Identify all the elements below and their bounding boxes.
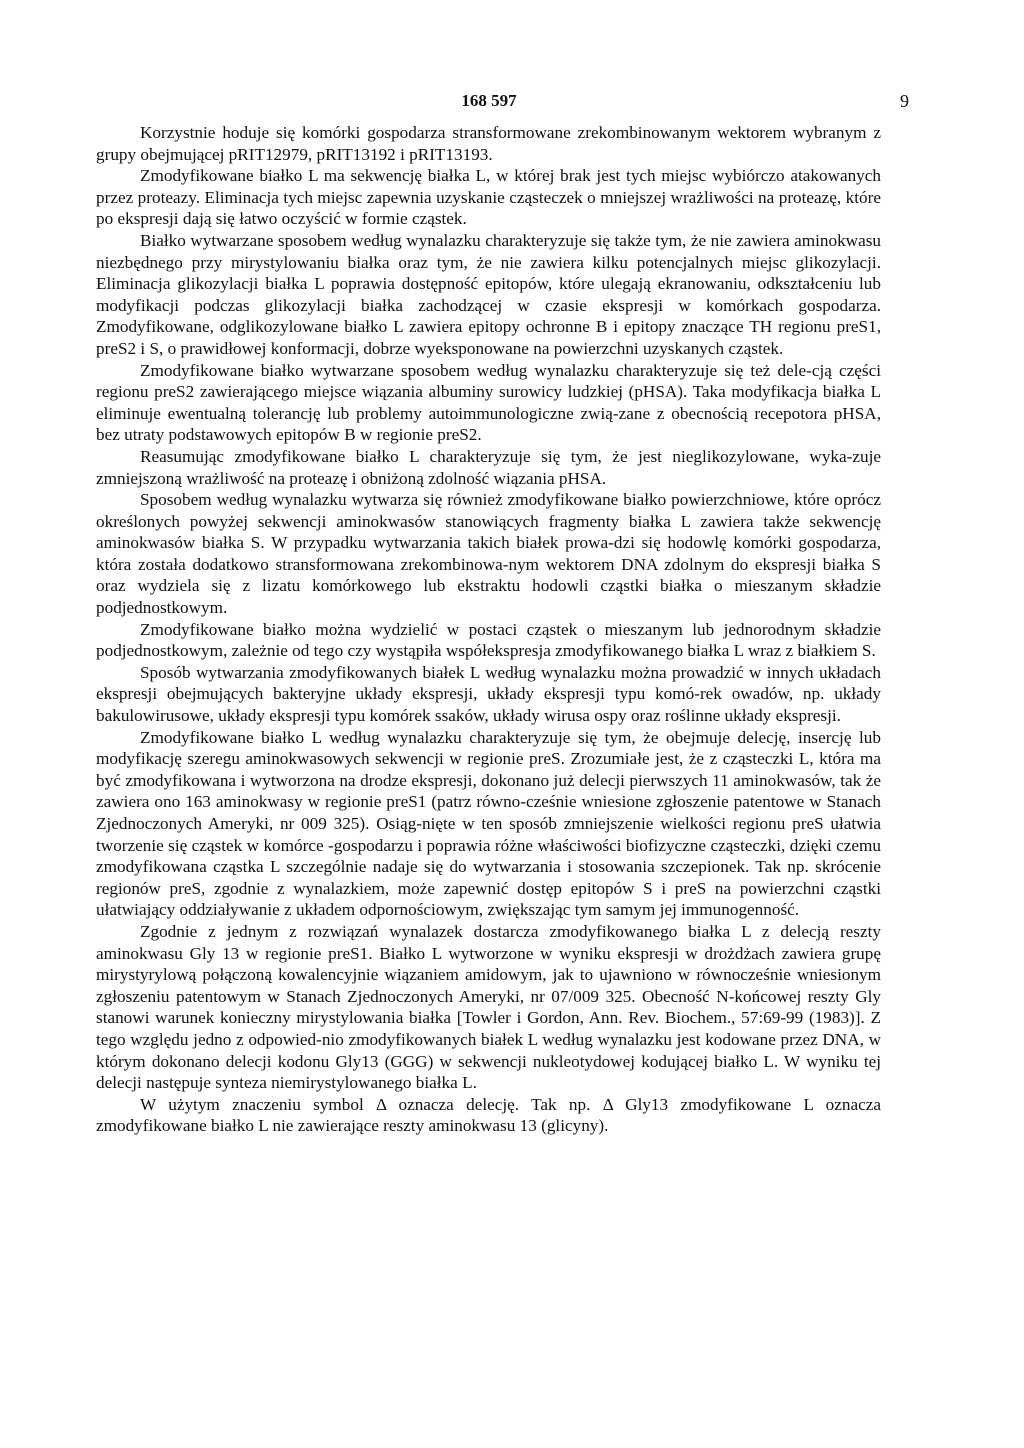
paragraph: Zgodnie z jednym z rozwiązań wynalazek dostarcza zmodyfikowanego białka L z delecją reszty aminokwasu Gly 13 w regionie preS1. Białko L wytworzone w wyniku ekspresji w drożdżach zawiera grupę mirystyrylową połączoną kowalencyjnie wiązaniem amidowym, jak to ujawniono w równocześnie wniesionym zgłoszeniu patentowym w Stanach Zjednoczonych Ameryki, nr 07/009 325. Obecność N-końcowej reszty Gly stanowi warunek konieczny mirystylowania białka [Towler i Gordon, Ann. Rev. Biochem., 57:69-99 (1983)]. Z tego względu jedno z odpowied-nio zmodyfikowanych białek L według wynalazku jest kodowane przez DNA, w którym dokonano delecji kodonu Gly13 (GGG) w sekwencji nukleotydowej kodującej białko L. W wyniku tej delecji następuje synteza niemirystylowanego białka L. (96, 921, 881, 1093)
paragraph: Sposób wytwarzania zmodyfikowanych białek L według wynalazku można prowadzić w innych układach ekspresji obejmujących bakteryjne układy ekspresji, układy ekspresji typu komó-rek owadów, np. układy bakulowirusowe, układy ekspresji typu komórek ssaków, układy wirusa ospy oraz roślinne układy ekspresji. (96, 662, 881, 726)
paragraph: Białko wytwarzane sposobem według wynalazku charakteryzuje się także tym, że nie zawiera aminokwasu niezbędnego przy mirystylowaniu białka oraz tym, że nie zawiera kilku potencjalnych miejsc glikozylacji. Eliminacja glikozylacji białka L poprawia dostępność epitopów, które ulegają ekranowaniu, odkształceniu lub modyfikacji podczas glikozylacji białka zachodzącej w czasie ekspresji w komórkach gospodarza. Zmodyfikowane, odglikozylowane białko L zawiera epitopy ochronne B i epitopy znaczące TH regionu preS1, preS2 i S, o prawidłowej konformacji, dobrze wyeksponowane na powierzchni uzyskanych cząstek. (96, 230, 881, 358)
document-body (96, 122, 881, 1137)
paragraph: W użytym znaczeniu symbol Δ oznacza delecję. Tak np. Δ Gly13 zmodyfikowane L oznacza zmodyfikowane białko L nie zawierające reszty aminokwasu 13 (glicyny). (96, 1094, 881, 1136)
paragraph: Zmodyfikowane białko L ma sekwencję białka L, w której brak jest tych miejsc wybiórczo atakowanych przez proteazy. Eliminacja tych miejsc zapewnia uzyskanie cząsteczek o mniejszej wrażliwości na proteazę, które po ekspresji dają się łatwo oczyścić w formie cząstek. (96, 166, 881, 229)
paragraph: Korzystnie hoduje się komórki gospodarza stransformowane zrekombinowanym wektorem wybranym z grupy obejmującej pRIT12979, pRIT13192 i pRIT13193. (96, 123, 881, 164)
patent-number: 168 597 (461, 91, 517, 110)
paragraph: Zmodyfikowane białko wytwarzane sposobem według wynalazku charakteryzuje się też dele-cją części regionu preS2 zawierającego miejsce wiązania albuminy surowicy ludzkiej (pHSA). Taka modyfikacja białka L eliminuje ewentualną tolerancję lub problemy autoimmunologiczne zwią-zane z obecnością recepotora pHSA, bez utraty podstawowych epitopów B w regionie preS2. (96, 360, 881, 445)
paragraph: Zmodyfikowane białko L według wynalazku charakteryzuje się tym, że obejmuje delecję, insercję lub modyfikację szeregu aminokwasowych sekwencji w regionie preS. Zrozumiałe jest, że z cząsteczki L, która ma być zmodyfikowana i wytworzona na drodze ekspresji, dokonano już delecji pierwszych 11 aminokwasów, tak że zawiera ono 163 aminokwasy w regionie preS1 (patrz równo-cześnie wniesione zgłoszenie patentowe w Stanach Zjednoczonych Ameryki, nr 009 325). Osiąg-nięte w ten sposób zmniejszenie wielkości regionu preS ułatwia tworzenie się cząstek w komórce -gospodarzu i poprawia różne właściwości biofizyczne cząsteczki, dzięki czemu zmodyfikowana cząstka L szczególnie nadaje się do wytwarzania i stosowania szczepionek. Tak np. skrócenie regionów preS, zgodnie z wynalazkiem, może zapewnić dostęp epitopów S i preS na powierzchni cząstki ułatwiający oddziaływanie z układem odpornościowym, zwiększając tym samym jej immunogenność. (96, 727, 881, 920)
page-number: 9 (900, 91, 909, 111)
paragraph: Sposobem według wynalazku wytwarza się również zmodyfikowane białko powierzchniowe, które oprócz określonych powyżej sekwencji aminokwasów stanowiących fragmenty białka L zawiera także sekwencję aminokwasów białka S. W przypadku wytwarzania takich białek prowa-dzi się hodowlę komórki gospodarza, która została dodatkowo stransformowana zrekombinowa-nym wektorem DNA zdolnym do ekspresji białka S oraz wydziela się z lizatu komórkowego lub ekstraktu hodowli cząstki białka o mieszanym składzie podjednostkowym. (96, 490, 881, 618)
paragraph: Reasumując zmodyfikowane białko L charakteryzuje się tym, że jest nieglikozylowane, wyka-zuje zmniejszoną wrażliwość na proteazę i obniżoną zdolność wiązania pHSA. (96, 446, 881, 488)
paragraph: Zmodyfikowane białko można wydzielić w postaci cząstek o mieszanym lub jednorodnym składzie podjednostkowym, zależnie od tego czy wystąpiła współekspresja zmodyfikowanego białka L wraz z białkiem S. (96, 619, 881, 661)
